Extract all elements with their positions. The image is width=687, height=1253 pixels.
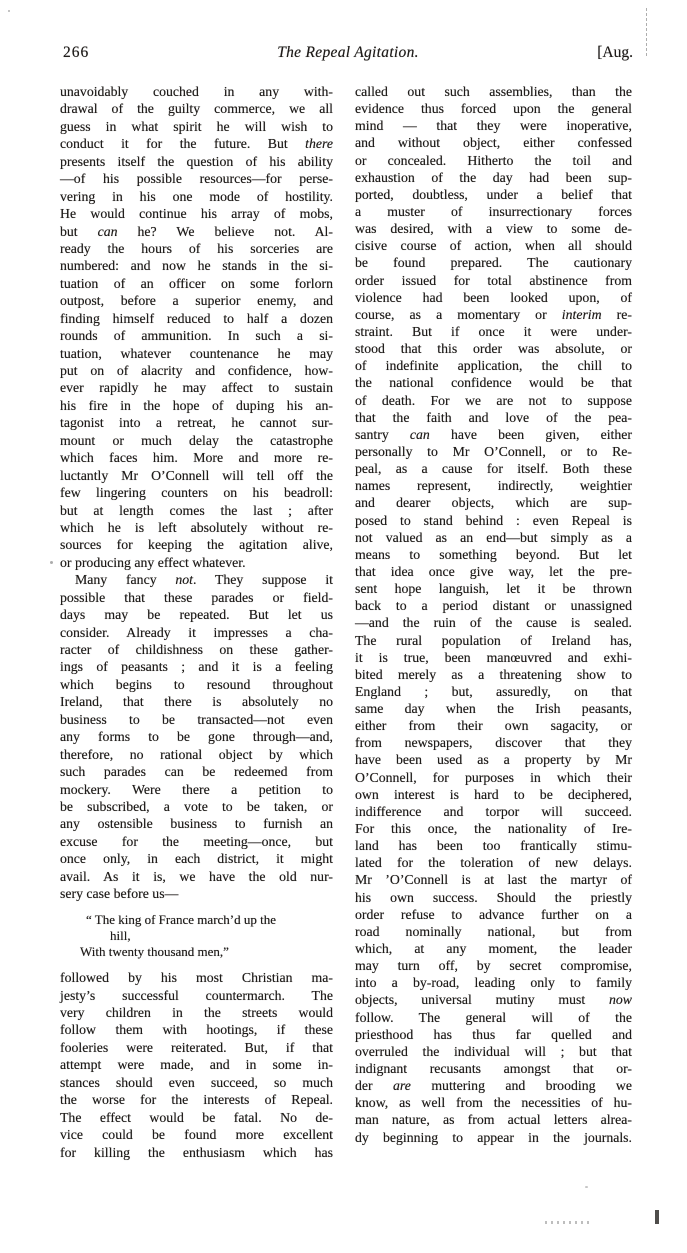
text-column-right — [355, 83, 632, 1146]
text-line: of death. For we are not to suppose — [355, 392, 632, 408]
text-line: indignant recusants amongst that or- — [355, 1061, 632, 1077]
text-line: exhaustion of the day had been sup- — [355, 169, 632, 185]
text-line: cisive course of action, when all should — [355, 238, 632, 254]
text-line: back to a period distant or unassigned — [355, 598, 632, 614]
text-line: which begins to resound throughout — [60, 676, 333, 692]
issue-label: [Aug. — [597, 44, 633, 61]
text-line: land has been too frantically stimu- — [355, 838, 632, 854]
text-line: drawal of the guilty commerce, we all — [60, 101, 333, 117]
text-line: finding himself reduced to half a dozen — [60, 310, 333, 326]
text-line: from newspapers, discover that they — [355, 735, 632, 751]
text-line: attempt were made, and in some in- — [60, 1057, 333, 1073]
text-line: —and the ruin of the cause is sealed. — [355, 615, 632, 631]
text-line: ings of peasants ; and it is a feeling — [60, 659, 333, 675]
text-line: man nature, as from actual letters alrea- — [355, 1112, 632, 1128]
text-line: outpost, before a superior enemy, and — [60, 293, 333, 309]
text-line: excuse for the meeting—once, but — [60, 833, 333, 849]
text-line: santry can have been given, either — [355, 426, 632, 442]
text-line: With twenty thousand men,” — [80, 943, 229, 959]
text-line: racter of childishness on these gather- — [60, 642, 333, 657]
text-line: followed by his most Christian ma- — [60, 970, 333, 986]
text-line: of indefinite application, the chill to — [355, 358, 632, 374]
text-line: follow. The general will of the — [355, 1009, 632, 1025]
text-line: which, at any moment, the leader — [355, 941, 632, 957]
text-line: sources for keeping the agitation alive, — [60, 537, 333, 553]
text-line: same day when the Irish peasants, — [355, 701, 632, 717]
text-line: mind — that they were inoperative, — [355, 118, 632, 134]
text-line: peal, as a cause for itself. Both these — [355, 461, 632, 477]
scan-artifact — [585, 1186, 588, 1188]
text-line: but can he? We believe not. Al- — [60, 223, 333, 239]
page-number: 266 — [63, 44, 90, 61]
text-line: not valued as an end—but simply as a — [355, 529, 632, 545]
text-line: such parades can be redeemed from — [60, 764, 333, 780]
text-line: Many fancy not. They suppose it — [75, 572, 333, 588]
scan-artifact — [545, 1221, 591, 1224]
text-line: few lingering counters on his beadroll: — [60, 485, 333, 501]
text-line: that idea once give way, let the pre- — [355, 563, 632, 579]
text-line: unavoidably couched in any with- — [60, 84, 333, 99]
text-line: sery case before us— — [60, 886, 179, 902]
text-line: called out such assemblies, than the — [355, 84, 632, 99]
paragraph — [60, 969, 333, 1161]
text-line: der are muttering and brooding we — [355, 1078, 632, 1094]
text-line: vering in his one mode of hostility. — [60, 188, 333, 204]
text-line: Mr ’O’Connell is at last the martyr of — [355, 872, 632, 888]
text-line: may turn off, by secret compromise, — [355, 958, 632, 974]
text-line: it is true, been manœuvred and exhi- — [355, 649, 632, 665]
text-line: stood that this order was absolute, or — [355, 341, 632, 357]
scan-artifact — [655, 1210, 659, 1224]
text-line: tagonist into a retreat, he cannot sur- — [60, 415, 333, 431]
text-line: and without object, either confessed — [355, 135, 632, 151]
text-line: “ The king of France march’d up the — [86, 911, 276, 927]
text-line: and dearer objects, which are sup- — [355, 495, 632, 511]
text-line: conduct it for the future. But there — [60, 136, 333, 152]
text-line: rounds of ammunition. In such a si- — [60, 328, 333, 344]
text-line: be subscribed, a vote to be taken, or — [60, 798, 333, 814]
text-line: evidence thus forced upon the general — [355, 101, 632, 117]
text-line: ready the hours of his sorceries are — [60, 240, 333, 256]
text-line: be found prepared. The cautionary — [355, 255, 632, 271]
text-line: road nominally national, but from — [355, 923, 632, 939]
text-line: that the faith and love of the pea- — [355, 409, 632, 425]
text-line: was desired, with a view to some de- — [355, 221, 632, 237]
paragraph — [60, 83, 333, 571]
text-line: fooleries were reiterated. But, if that — [60, 1039, 333, 1055]
text-line: possible that these parades or field- — [60, 589, 333, 605]
scan-artifact — [646, 8, 647, 56]
text-line: The rural population of Ireland has, — [355, 632, 632, 648]
text-line: mount or much delay the catastrophe — [60, 432, 333, 448]
text-line: any forms to be gone through—and, — [60, 729, 333, 745]
text-line: He would continue his array of mobs, — [60, 206, 333, 222]
scan-artifact — [8, 10, 10, 12]
text-line: tuation of an officer on some forlorn — [60, 275, 333, 291]
text-line: any ostensible business to furnish an — [60, 816, 333, 832]
text-line: his own success. Should the priestly — [355, 889, 632, 905]
text-line: the worse for the interests of Repeal. — [60, 1092, 333, 1108]
text-line: order issued for total abstinence from — [355, 272, 632, 288]
verse-quote — [60, 912, 333, 961]
text-line: have been used as a property by Mr — [355, 752, 632, 768]
paragraph — [60, 571, 333, 902]
text-line: ever rapidly he may affect to sustain — [60, 380, 333, 396]
text-line: luctantly Mr O’Connell will tell off the — [60, 467, 333, 483]
text-line: tuation, whatever countenance he may — [60, 345, 333, 361]
text-line: either from their own sagacity, or — [355, 718, 632, 734]
text-line: once only, in each district, it might — [60, 851, 333, 867]
text-line: the national confidence would be that — [355, 375, 632, 391]
text-line: follow them with hootings, if these — [60, 1022, 333, 1038]
text-line: days may be repeated. But let us — [60, 607, 333, 623]
text-line: his fire in the hope of duping his an- — [60, 397, 333, 413]
text-line: very children in the streets would — [60, 1005, 333, 1020]
text-line: The effect would be fatal. No de- — [60, 1109, 333, 1125]
text-line: violence had been looked upon, of — [355, 289, 632, 305]
text-line: business to be transacted—not even — [60, 711, 333, 727]
text-line: for killing the enthusiasm which has — [60, 1144, 333, 1160]
text-line: England ; but, assuredly, on that — [355, 683, 632, 699]
text-line: dy beginning to appear in the journals. — [355, 1129, 632, 1145]
text-line: ported, doubtless, under a belief that — [355, 186, 632, 202]
running-head — [63, 44, 633, 66]
running-head-title: The Repeal Agitation. — [277, 44, 419, 61]
text-line: vice could be found more excellent — [60, 1127, 333, 1143]
text-line: order refuse to advance further on a — [355, 906, 632, 922]
text-line: priesthood has thus far quelled and — [355, 1026, 632, 1042]
text-line: numbered: and now he stands in the si- — [60, 258, 333, 274]
text-line: Ireland, that there is absolutely no — [60, 694, 333, 710]
text-line: presents itself the question of his ability — [60, 153, 333, 169]
text-line: means to something beyond. But let — [355, 546, 632, 562]
text-line: overruled the individual will ; but that — [355, 1043, 632, 1059]
text-line: into a by-road, leading only to family — [355, 975, 632, 991]
text-line: guess in what spirit he will wish to — [60, 118, 333, 134]
text-line: own interest is hard to be deciphered, — [355, 786, 632, 802]
text-line: O’Connell, for purposes in which their — [355, 769, 632, 785]
text-line: For this once, the nationality of Ire- — [355, 821, 632, 837]
text-line: mockery. Were there a petition to — [60, 781, 333, 797]
text-line: hill, — [110, 927, 131, 943]
text-line: know, as well from the necessities of hu- — [355, 1095, 632, 1111]
text-line: therefore, no rational object by which — [60, 746, 333, 762]
text-line: put on of alacrity and confidence, how- — [60, 363, 333, 378]
paragraph — [355, 83, 632, 1146]
text-line: jesty’s successful countermarch. The — [60, 987, 333, 1003]
text-line: bited merely as a threatening show to — [355, 666, 632, 682]
text-line: posed to stand behind : even Repeal is — [355, 512, 632, 528]
text-line: —of his possible resources—for perse- — [60, 171, 333, 187]
text-line: or concealed. Hitherto the toil and — [355, 152, 632, 168]
text-line: course, as a momentary or interim re- — [355, 306, 632, 322]
text-line: indifference and torpor will succeed. — [355, 803, 632, 819]
scan-artifact — [50, 561, 53, 564]
text-line: lated for the toleration of new delays. — [355, 855, 632, 871]
text-line: consider. Already it impresses a cha- — [60, 624, 333, 640]
text-line: stances should even succeed, so much — [60, 1074, 333, 1090]
text-line: avail. As it is, we have the old nur- — [60, 868, 333, 884]
text-line: personally to Mr O’Connell, or to Re- — [355, 443, 632, 459]
text-line: sent hope languish, let it be thrown — [355, 581, 632, 597]
text-line: names represent, indirectly, weightier — [355, 478, 632, 494]
text-column-left — [60, 83, 333, 1161]
text-line: which faces him. More and more re- — [60, 450, 333, 466]
text-line: straint. But if once it were under- — [355, 323, 632, 339]
text-line: a muster of insurrectionary forces — [355, 203, 632, 219]
text-line: but at length comes the last ; after — [60, 502, 333, 518]
text-line: or producing any effect whatever. — [60, 554, 246, 570]
text-line: objects, universal mutiny must now — [355, 992, 632, 1008]
text-line: which he is left absolutely without re- — [60, 519, 333, 535]
